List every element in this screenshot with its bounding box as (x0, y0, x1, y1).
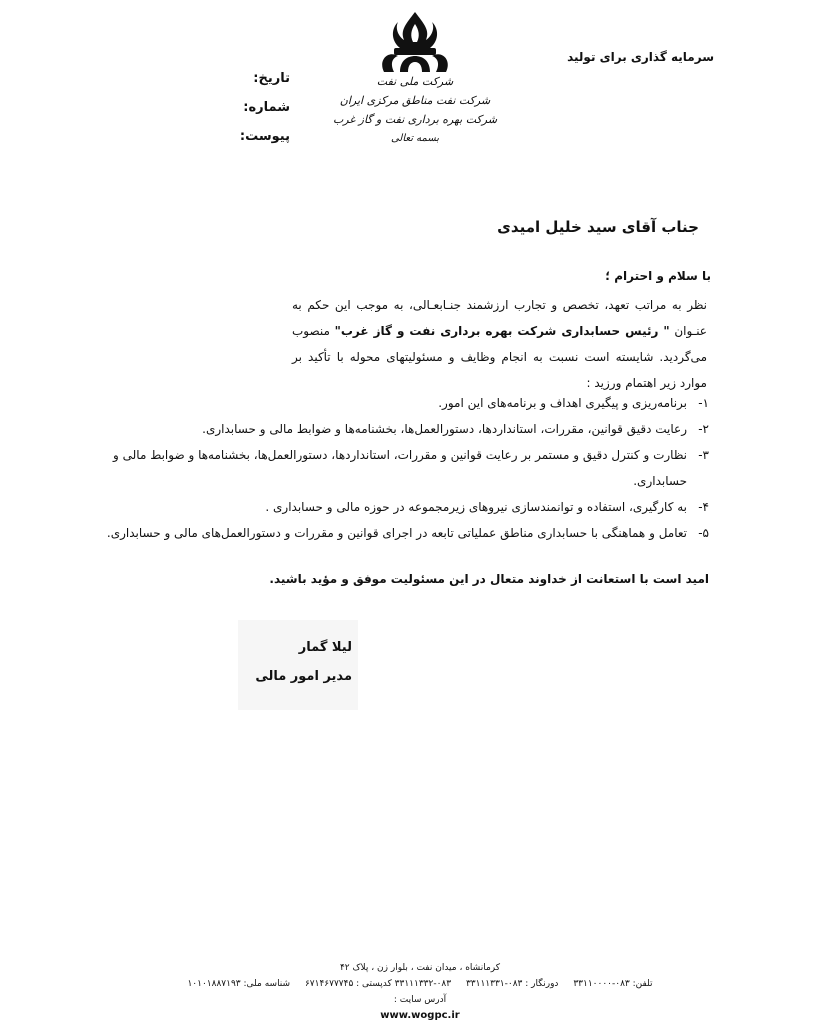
list-item (97, 494, 709, 520)
intro-paragraph (292, 292, 707, 396)
attachment-label: پیوست: (239, 129, 290, 144)
signer-title: مدیر امور مالی (255, 669, 352, 684)
letter-footer (150, 960, 690, 1024)
list-item (97, 390, 709, 416)
item-text: به کارگیری، استفاده و توانمندسازی نیروهای زیرمجموعه در حوزه مالی و حسابداری . (265, 500, 687, 514)
footer-address: کرمانشاه ، میدان نفت ، بلوار زن ، پلاک ۴۲ (339, 963, 501, 973)
closing-line: امید است با استعانت از خداوند متعال در این مسئولیت موفق و مؤید باشید. (269, 572, 709, 586)
item-text: نظارت و کنترل دقیق و مستمر بر رعایت قوانین و مقررات، استانداردها، دستورالعمل‌ها، بخشنامه‌ها و ضوابط مالی و حسابداری. (113, 448, 687, 488)
company-letterhead (320, 72, 510, 148)
item-text: تعامل و هماهنگی با حسابداری مناطق عملیاتی تابعه در اجرای قوانین و مقررات و دستورالعمل‌های مالی و حسابداری. (106, 526, 687, 540)
duties-list (97, 390, 709, 546)
intro-part-2: منصوب می‌گردید. شایسته است نسبت به انجام وظایف و مسئولیتهای محوله با تأکید بر موارد زیر اهتمام ورزید : (292, 324, 707, 390)
greeting: با سلام و احترام ؛ (605, 269, 711, 283)
item-number: ۲- (698, 422, 709, 436)
nioc-flame-logo-icon (370, 10, 460, 74)
company-line-west: شرکت بهره برداری نفت و گاز غرب (332, 113, 498, 126)
footer-postal: ۰۸۳-۳۳۱۱۱۳۳۲ کدپستی : ۶۷۱۴۶۷۷۷۴۵ (304, 979, 452, 989)
footer-website-link[interactable]: www.wogpc.ir (380, 1010, 460, 1021)
item-number: ۱- (698, 396, 709, 410)
bismillah-line: بسمه تعالی (390, 133, 440, 144)
number-label: شماره: (243, 100, 290, 115)
list-item (97, 442, 709, 494)
footer-fax: دورنگار : ۰۸۳-۳۳۱۱۱۳۳۱ (465, 979, 559, 989)
slogan: سرمایه گذاری برای تولید (567, 50, 714, 64)
footer-website-label: آدرس سایت : (393, 995, 447, 1005)
intro-part-1: نظر به مراتب تعهد، تخصص و تجارب ارزشمند جنـابعـالی، به موجب این حکم به عنـوان (292, 298, 707, 338)
item-number: ۴- (698, 500, 709, 514)
footer-national-id: شناسه ملی: ۱۰۱۰۱۸۸۷۱۹۳ (187, 979, 291, 989)
company-line-nioc: شرکت ملی نفت (376, 75, 454, 88)
item-text: برنامه‌ریزی و پیگیری اهداف و برنامه‌های این امور. (438, 396, 687, 410)
item-number: ۳- (698, 448, 709, 462)
item-number: ۵- (698, 526, 709, 540)
list-item (97, 520, 709, 546)
company-line-central: شرکت نفت مناطق مرکزی ایران (339, 94, 491, 107)
recipient: جناب آقای سید خلیل امیدی (497, 218, 699, 236)
footer-phone: تلفن: ۰۸۳-۳۳۱۱۰۰۰۰ (573, 979, 653, 989)
intro-appointment-title: " رئیس حسابداری شرکت بهره برداری نفت و گاز غرب" (334, 324, 670, 338)
item-text: رعایت دقیق قوانین، مقررات، استانداردها، دستورالعمل‌ها، بخشنامه‌ها و ضوابط مالی و حسابداری. (202, 422, 687, 436)
signer-name: لیلا گمار (298, 640, 352, 655)
signer-block (250, 635, 352, 693)
letter-meta (210, 64, 290, 151)
footer-contact-row (150, 976, 690, 992)
date-label: تاریخ: (253, 71, 290, 86)
list-item (97, 416, 709, 442)
